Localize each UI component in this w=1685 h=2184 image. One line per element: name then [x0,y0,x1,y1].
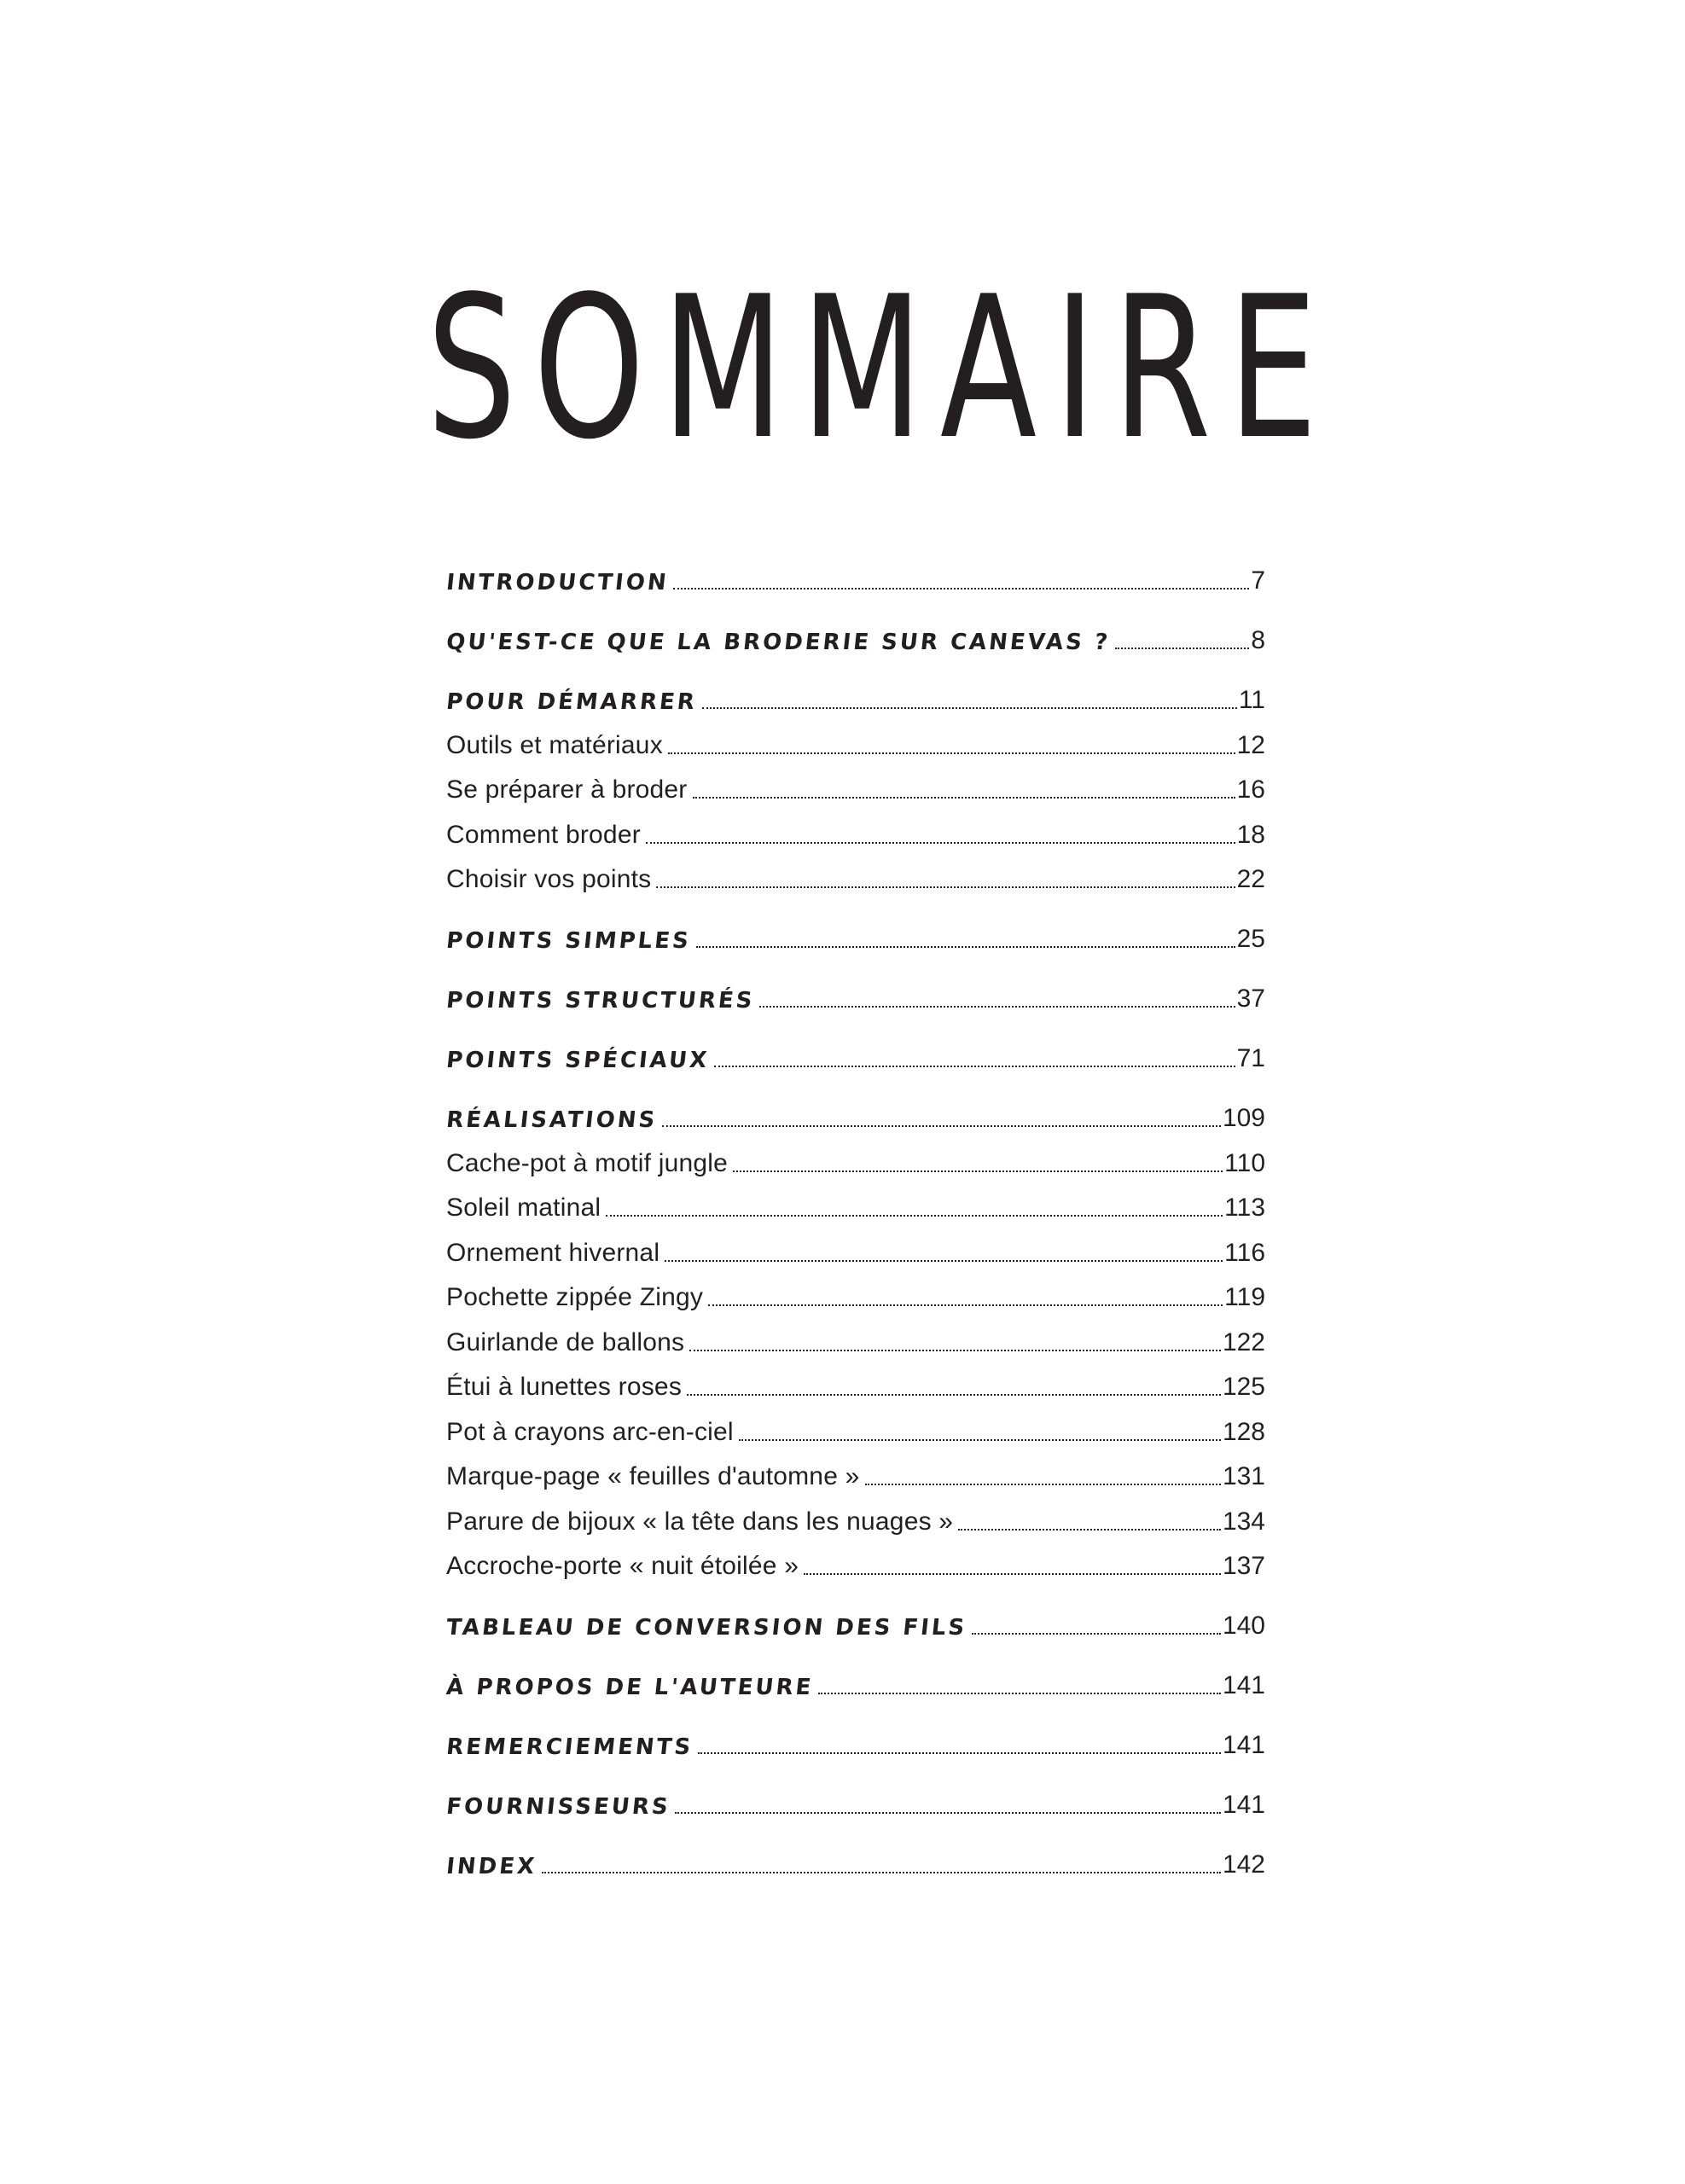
toc-page-number: 128 [1222,1417,1265,1446]
dot-leader [714,1066,1235,1067]
dot-leader [733,1170,1223,1172]
toc-subsection-entry [446,1136,1265,1182]
toc-entry-label: Outils et matériaux [446,730,663,759]
toc-page-number: 141 [1222,1791,1265,1819]
toc-subsection-entry [446,1495,1265,1540]
table-of-contents [446,553,1265,1883]
toc-entry-label: RÉALISATIONS [444,1107,659,1133]
toc-page-number: 113 [1224,1194,1265,1222]
toc-entry-label: QU'EST-CE QUE LA BRODERIE SUR CANEVAS ? [444,630,1112,655]
dot-leader [542,1872,1221,1873]
toc-subsection-entry [446,1361,1265,1406]
toc-entry-label: Cache-pot à motif jungle [446,1148,728,1177]
toc-entry-label: Parure de bijoux « la tête dans les nuages » [446,1507,954,1536]
toc-page-number: 22 [1236,865,1265,893]
dot-leader [739,1439,1221,1441]
toc-page-number: 142 [1222,1850,1265,1879]
dot-leader [865,1484,1221,1485]
dot-leader [972,1633,1221,1635]
toc-subsection-entry [446,1271,1265,1316]
toc-page-number: 116 [1224,1238,1265,1267]
toc-section-entry [446,1823,1265,1883]
toc-subsection-entry [446,1450,1265,1496]
toc-section-entry [446,1763,1265,1823]
toc-entry-label: INTRODUCTION [444,570,671,595]
dot-leader [804,1573,1221,1575]
toc-subsection-entry [446,1405,1265,1450]
toc-page-number: 122 [1222,1327,1265,1356]
dot-leader [675,1812,1221,1814]
toc-entry-label: INDEX [444,1854,538,1879]
toc-page-number: 134 [1222,1507,1265,1536]
dot-leader [693,797,1235,799]
toc-page-number: 11 [1238,686,1265,714]
toc-entry-label: POINTS SPÉCIAUX [444,1048,711,1073]
toc-section-entry [446,659,1265,718]
toc-page-number: 71 [1236,1044,1265,1072]
toc-entry-label: FOURNISSEURS [444,1794,672,1820]
toc-page-number: 125 [1222,1373,1265,1401]
toc-entry-label: Soleil matinal [446,1194,601,1222]
dot-leader [668,752,1235,754]
dot-leader [689,1350,1221,1351]
dot-leader [673,588,1249,590]
toc-entry-label: Ornement hivernal [446,1238,660,1267]
dot-leader [702,707,1237,709]
toc-page-number: 18 [1236,820,1265,849]
dot-leader [646,842,1235,844]
toc-subsection-entry [446,764,1265,809]
dot-leader [662,1125,1221,1127]
toc-subsection-entry [446,1226,1265,1271]
toc-section-entry [446,553,1265,599]
dot-leader [708,1304,1223,1306]
dot-leader [818,1693,1221,1694]
toc-section-entry [446,599,1265,659]
dot-leader [958,1529,1221,1531]
dot-leader [656,886,1235,888]
toc-entry-label: Choisir vos points [446,865,652,893]
toc-entry-label: Guirlande de ballons [446,1327,685,1356]
toc-subsection-entry [446,1316,1265,1361]
toc-page-number: 37 [1236,985,1265,1013]
toc-entry-label: Pochette zippée Zingy [446,1283,704,1311]
toc-section-entry [446,1704,1265,1763]
toc-page-number: 16 [1236,775,1265,804]
toc-entry-label: POUR DÉMARRER [444,689,699,715]
toc-page-number: 110 [1224,1148,1265,1177]
toc-page-number: 141 [1222,1731,1265,1759]
toc-page-number: 131 [1222,1462,1265,1490]
toc-subsection-entry [446,1540,1265,1585]
dot-leader [606,1215,1223,1217]
toc-page-number: 7 [1251,566,1265,595]
toc-entry-label: POINTS STRUCTURÉS [444,988,756,1014]
dot-leader [698,1752,1221,1754]
page-title: SOMMAIRE [427,255,1335,483]
toc-entry-label: Comment broder [446,820,641,849]
toc-entry-label: REMERCIEMENTS [444,1734,694,1760]
toc-entry-label: À PROPOS DE L'AUTEURE [444,1675,815,1700]
toc-page-number: 109 [1222,1104,1265,1132]
toc-entry-label: Pot à crayons arc-en-ciel [446,1417,734,1446]
toc-page-number: 25 [1236,925,1265,953]
toc-page-number: 137 [1222,1552,1265,1580]
toc-section-entry [446,1584,1265,1644]
toc-entry-label: Étui à lunettes roses [446,1373,683,1401]
dot-leader [1115,648,1250,649]
toc-entry-label: Accroche-porte « nuit étoilée » [446,1552,799,1580]
toc-entry-label: TABLEAU DE CONVERSION DES FILS [444,1615,968,1641]
toc-section-entry [446,897,1265,957]
dot-leader [665,1260,1223,1262]
toc-section-entry [446,1644,1265,1704]
toc-entry-label: Marque-page « feuilles d'automne » [446,1462,860,1490]
toc-subsection-entry [446,853,1265,898]
toc-page-number: 119 [1224,1283,1265,1311]
dot-leader [687,1394,1221,1396]
toc-subsection-entry [446,1182,1265,1227]
toc-page-number: 8 [1251,626,1265,654]
toc-section-entry [446,1017,1265,1077]
toc-page-number: 141 [1222,1671,1265,1699]
toc-entry-label: Se préparer à broder [446,775,688,804]
toc-section-entry [446,1077,1265,1136]
toc-entry-label: POINTS SIMPLES [444,928,693,954]
dot-leader [696,946,1235,948]
toc-page-number: 140 [1222,1612,1265,1640]
toc-subsection-entry [446,808,1265,853]
toc-page-number: 12 [1236,730,1265,759]
toc-subsection-entry [446,718,1265,764]
toc-section-entry [446,957,1265,1017]
dot-leader [759,1006,1235,1008]
